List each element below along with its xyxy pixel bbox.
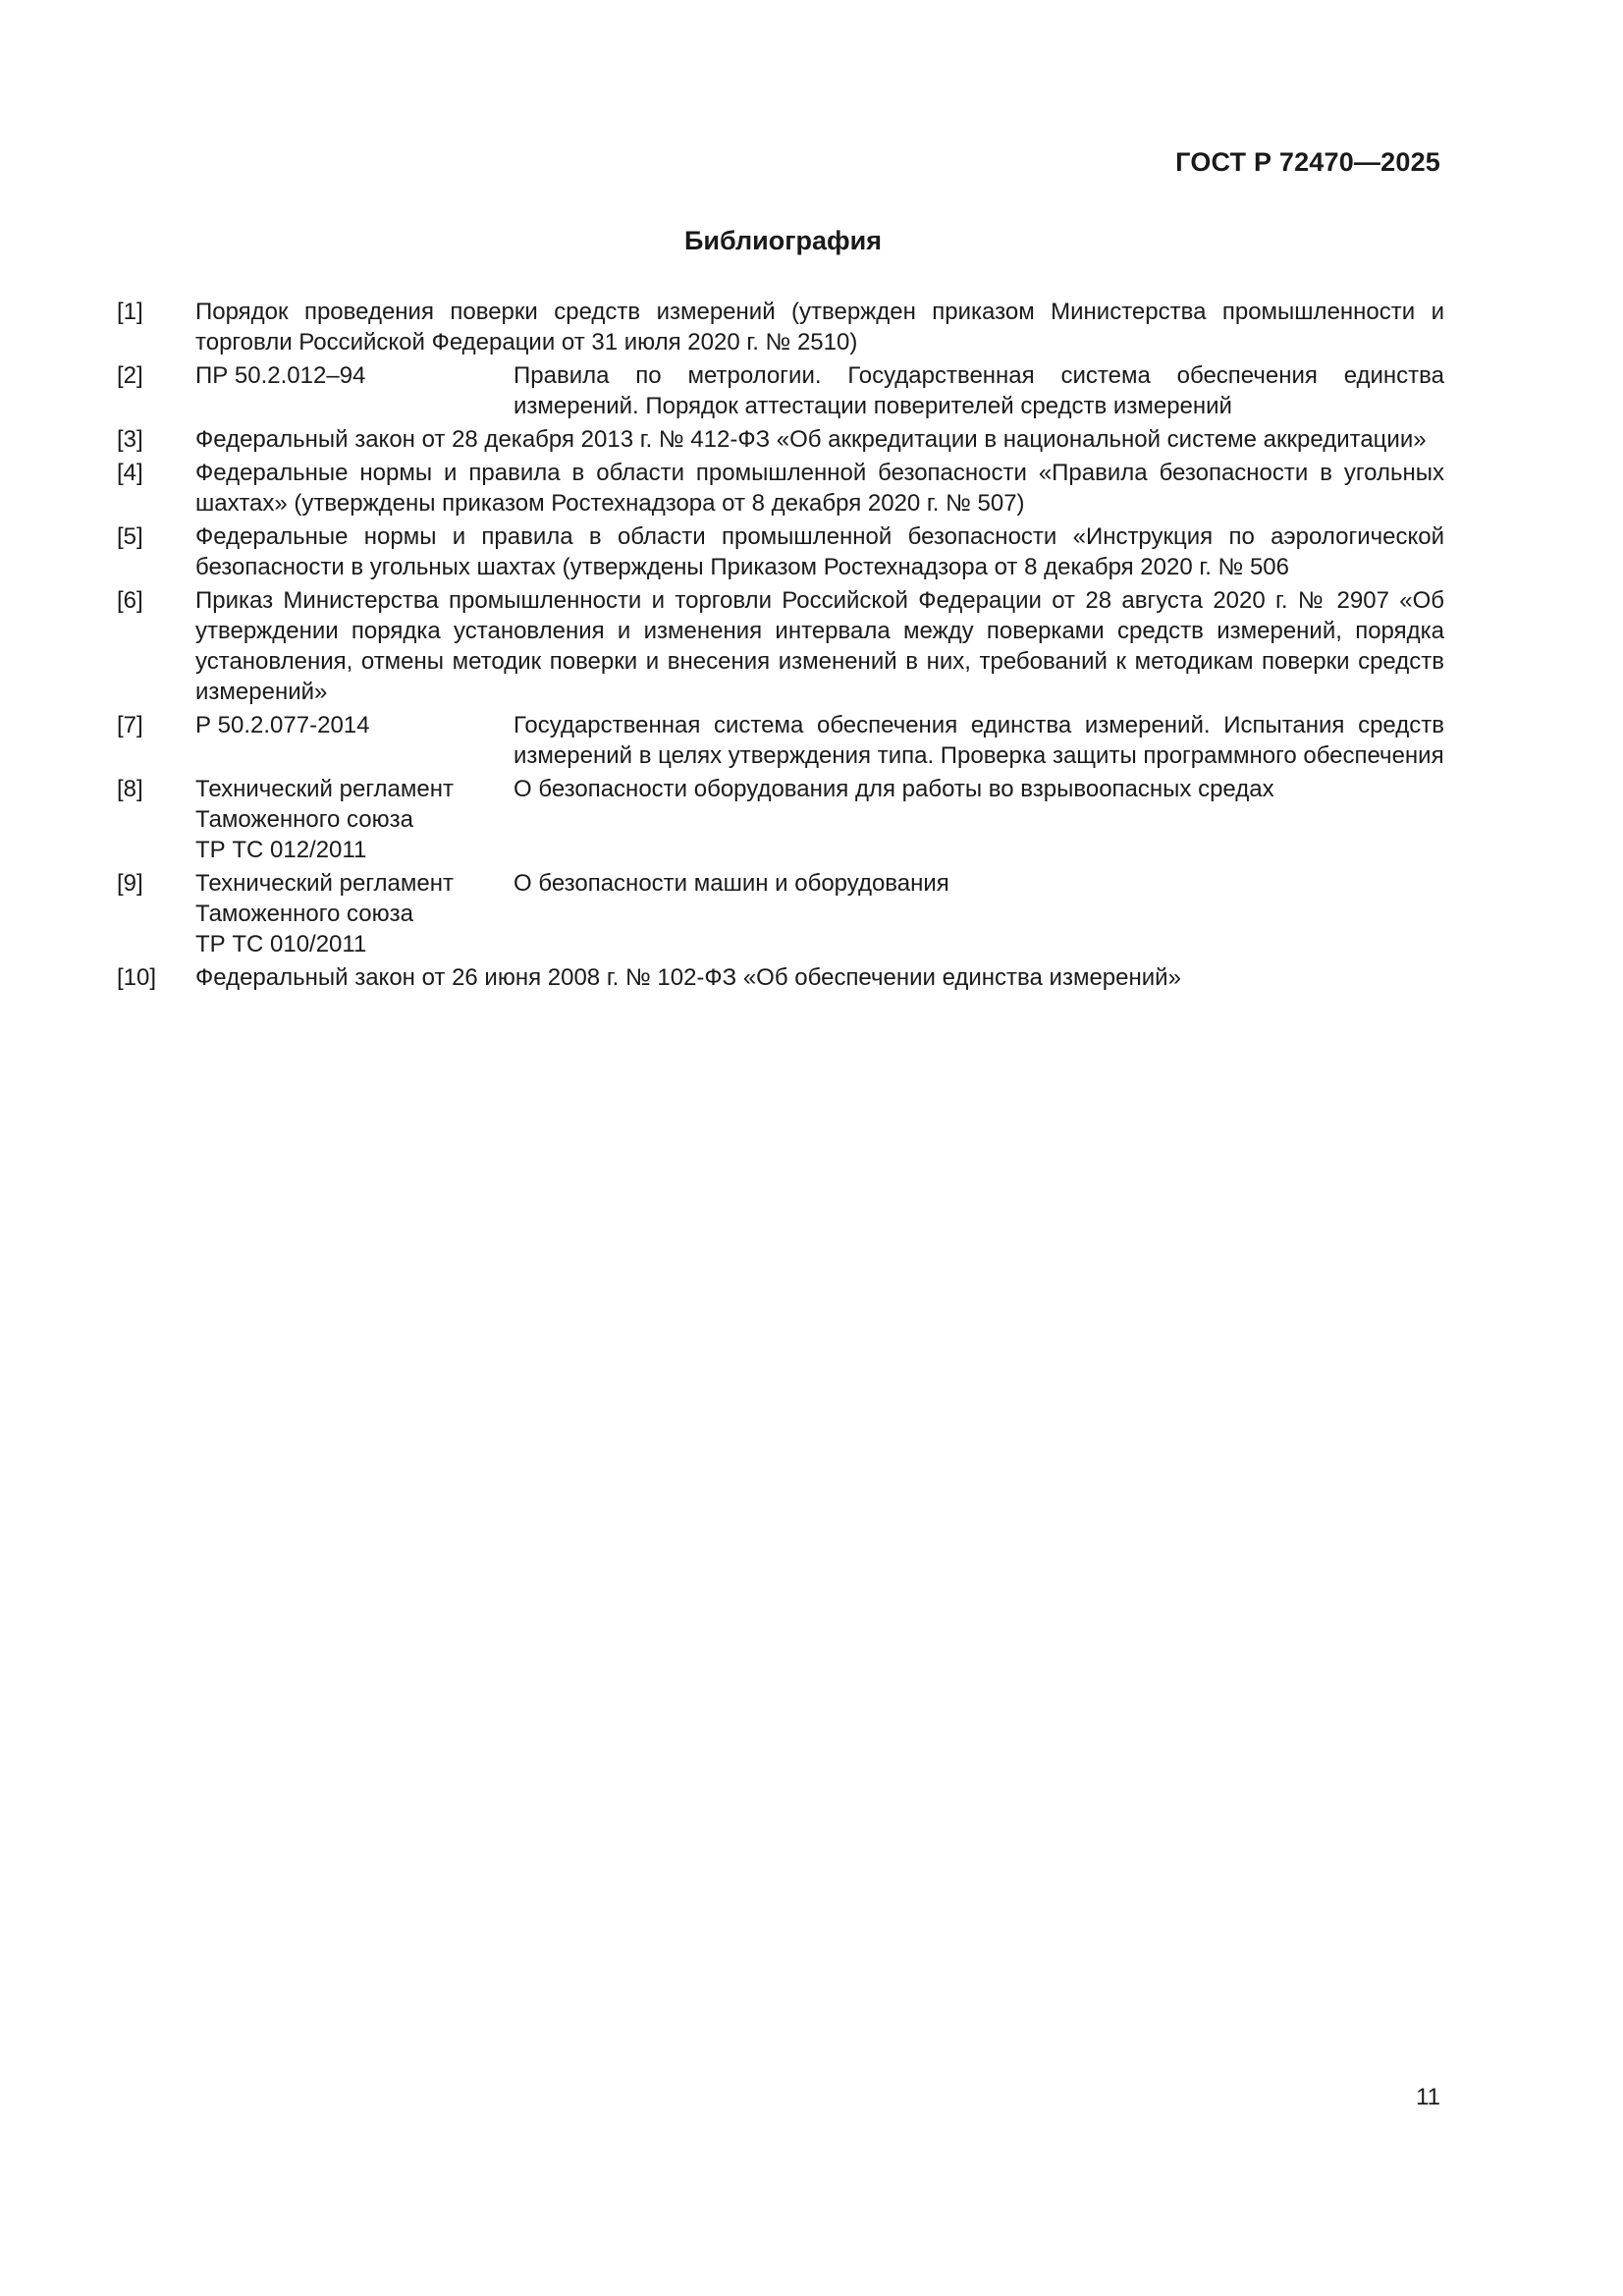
bibliography-entry-code: ПР 50.2.012–94 (195, 362, 366, 389)
bibliography-entry (117, 710, 1444, 771)
bibliography-entry (117, 458, 1444, 519)
bibliography-entry (117, 585, 1444, 707)
bibliography-entry-text: Федеральные нормы и правила в области промышленной безопасности «Инструкция по аэрологической безопасности в угольных шахтах (утверждены Приказом Ростехнадзора от 8 декабря 2020 г. № 506 (195, 523, 1444, 580)
bibliography-entry-code: Технический регламент Таможенного союза ТР ТС 012/2011 (195, 776, 454, 863)
bibliography-entry-body (195, 710, 1444, 771)
bibliography-entry-body (195, 297, 1444, 357)
bibliography-entry-number: [10] (117, 964, 157, 991)
bibliography-entry-body (195, 585, 1444, 707)
bibliography-entry-body (195, 521, 1444, 582)
bibliography-entry-number: [1] (117, 299, 143, 325)
bibliography-entry (117, 962, 1444, 993)
bibliography-entry-text: Федеральный закон от 26 июня 2008 г. № 102-ФЗ «Об обеспечении единства измерений» (195, 964, 1181, 991)
bibliography-entry (117, 868, 1444, 959)
bibliography-entry-number: [6] (117, 587, 143, 614)
bibliography-entry (117, 424, 1444, 455)
bibliography-entry-body (195, 774, 1444, 865)
bibliography-entry-body (195, 868, 1444, 959)
bibliography-entry-text: Федеральный закон от 28 декабря 2013 г. № 412-ФЗ «Об аккредитации в национальной системе аккредитации» (195, 426, 1427, 453)
bibliography-entry-text: Порядок проведения поверки средств измерений (утвержден приказом Министерства промышленности и торговли Российской Федерации от 31 июля 2020 г. № 2510) (195, 299, 1444, 355)
bibliography-entry-title: О безопасности оборудования для работы во взрывоопасных средах (514, 776, 1274, 802)
bibliography-entry-number: [7] (117, 712, 143, 738)
page-number: 11 (1416, 2084, 1440, 2110)
bibliography-entry (117, 774, 1444, 865)
bibliography-entry-number: [3] (117, 426, 143, 453)
bibliography-entry-body (195, 424, 1444, 455)
bibliography-entry-number: [2] (117, 362, 143, 389)
bibliography-entry-number: [4] (117, 460, 143, 486)
bibliography-entry (117, 521, 1444, 582)
bibliography-entry (117, 360, 1444, 421)
bibliography-entry-number: [8] (117, 776, 143, 802)
bibliography-list (117, 297, 1444, 996)
bibliography-entry-text: Приказ Министерства промышленности и торговли Российской Федерации от 28 августа 2020 г. № 2907 «Об утверждении порядка установления и изменения интервала между поверками средств измерений, порядка установления, отмены методик поверки и внесения изменений в них, требований к методикам поверки средств измерений» (195, 587, 1444, 705)
bibliography-entry-title: Государственная система обеспечения единства измерений. Испытания средств измерений в целях утверждения типа. Проверка защиты программного обеспечения (514, 712, 1444, 769)
bibliography-entry-body (195, 962, 1444, 993)
bibliography-entry (117, 297, 1444, 357)
section-title: Библиография (684, 226, 882, 255)
bibliography-entry-number: [5] (117, 523, 143, 550)
bibliography-entry-title: О безопасности машин и оборудования (514, 870, 949, 897)
bibliography-entry-code: Р 50.2.077-2014 (195, 712, 370, 738)
bibliography-entry-body (195, 360, 1444, 421)
bibliography-entry-body (195, 458, 1444, 519)
bibliography-entry-number: [9] (117, 870, 143, 897)
document-code: ГОСТ Р 72470—2025 (1175, 147, 1440, 177)
bibliography-entry-code: Технический регламент Таможенного союза ТР ТС 010/2011 (195, 870, 454, 957)
bibliography-entry-text: Федеральные нормы и правила в области промышленной безопасности «Правила безопасности в угольных шахтах» (утверждены приказом Ростехнадзора от 8 декабря 2020 г. № 507) (195, 460, 1444, 517)
bibliography-entry-title: Правила по метрологии. Государственная система обеспечения единства измерений. Порядок аттестации поверителей средств измерений (514, 362, 1444, 419)
